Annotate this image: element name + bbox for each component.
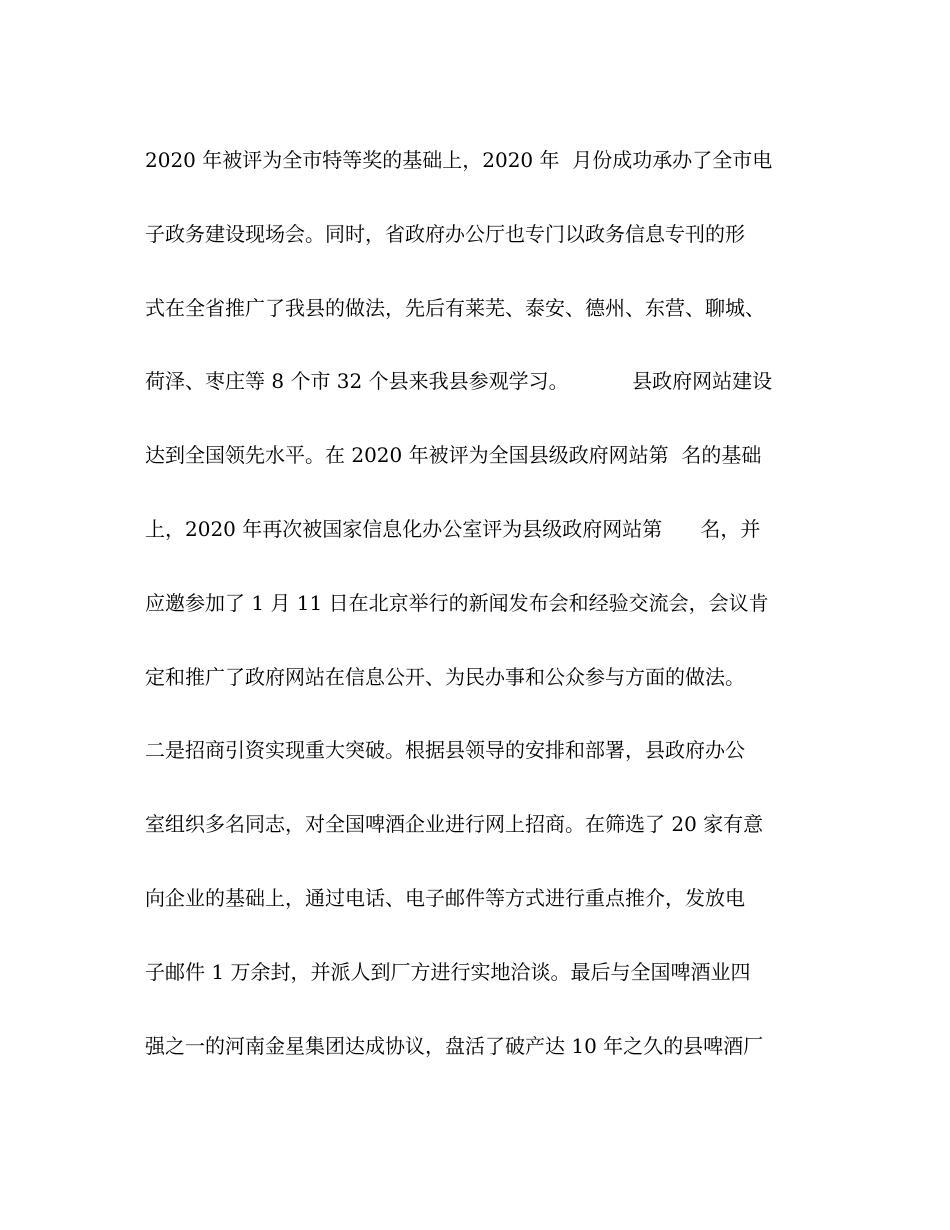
text-line-5: 达到全国领先水平。在 2020 年被评为全国县级政府网站第 名的基础 <box>145 443 762 468</box>
text-line-9: 二是招商引资实现重大突破。根据县领导的安排和部署，县政府办公 <box>145 738 745 763</box>
text-line-4: 荷泽、枣庄等 8 个市 32 个县来我县参观学习。 县政府网站建设 <box>145 369 773 394</box>
body-text <box>145 139 815 1098</box>
text-line-1: 2020 年被评为全市特等奖的基础上，2020 年 月份成功承办了全市电 <box>145 148 773 172</box>
text-line-13: 强之一的河南金星集团达成协议，盘活了破产达 10 年之久的县啤酒厂 <box>145 1033 764 1058</box>
text-line-12: 子邮件 1 万余封，并派人到厂方进行实地洽谈。最后与全国啤酒业四 <box>145 959 751 984</box>
text-line-3: 式在全省推广了我县的做法，先后有莱芜、泰安、德州、东营、聊城、 <box>145 295 765 320</box>
text-line-7: 应邀参加了 1 月 11 日在北京举行的新闻发布会和经验交流会，会议肯 <box>145 590 769 615</box>
text-line-11: 向企业的基础上，通过电话、电子邮件等方式进行重点推介，发放电 <box>145 885 745 910</box>
text-line-10: 室组织多名同志，对全国啤酒企业进行网上招商。在筛选了 20 家有意 <box>145 812 764 837</box>
text-line-6: 上，2020 年再次被国家信息化办公室评为县级政府网站第 名，并 <box>145 516 761 541</box>
text-line-8: 定和推广了政府网站在信息公开、为民办事和公众参与方面的做法。 <box>145 664 745 689</box>
text-line-2: 子政务建设现场会。同时，省政府办公厅也专门以政务信息专刊的形 <box>145 221 745 246</box>
